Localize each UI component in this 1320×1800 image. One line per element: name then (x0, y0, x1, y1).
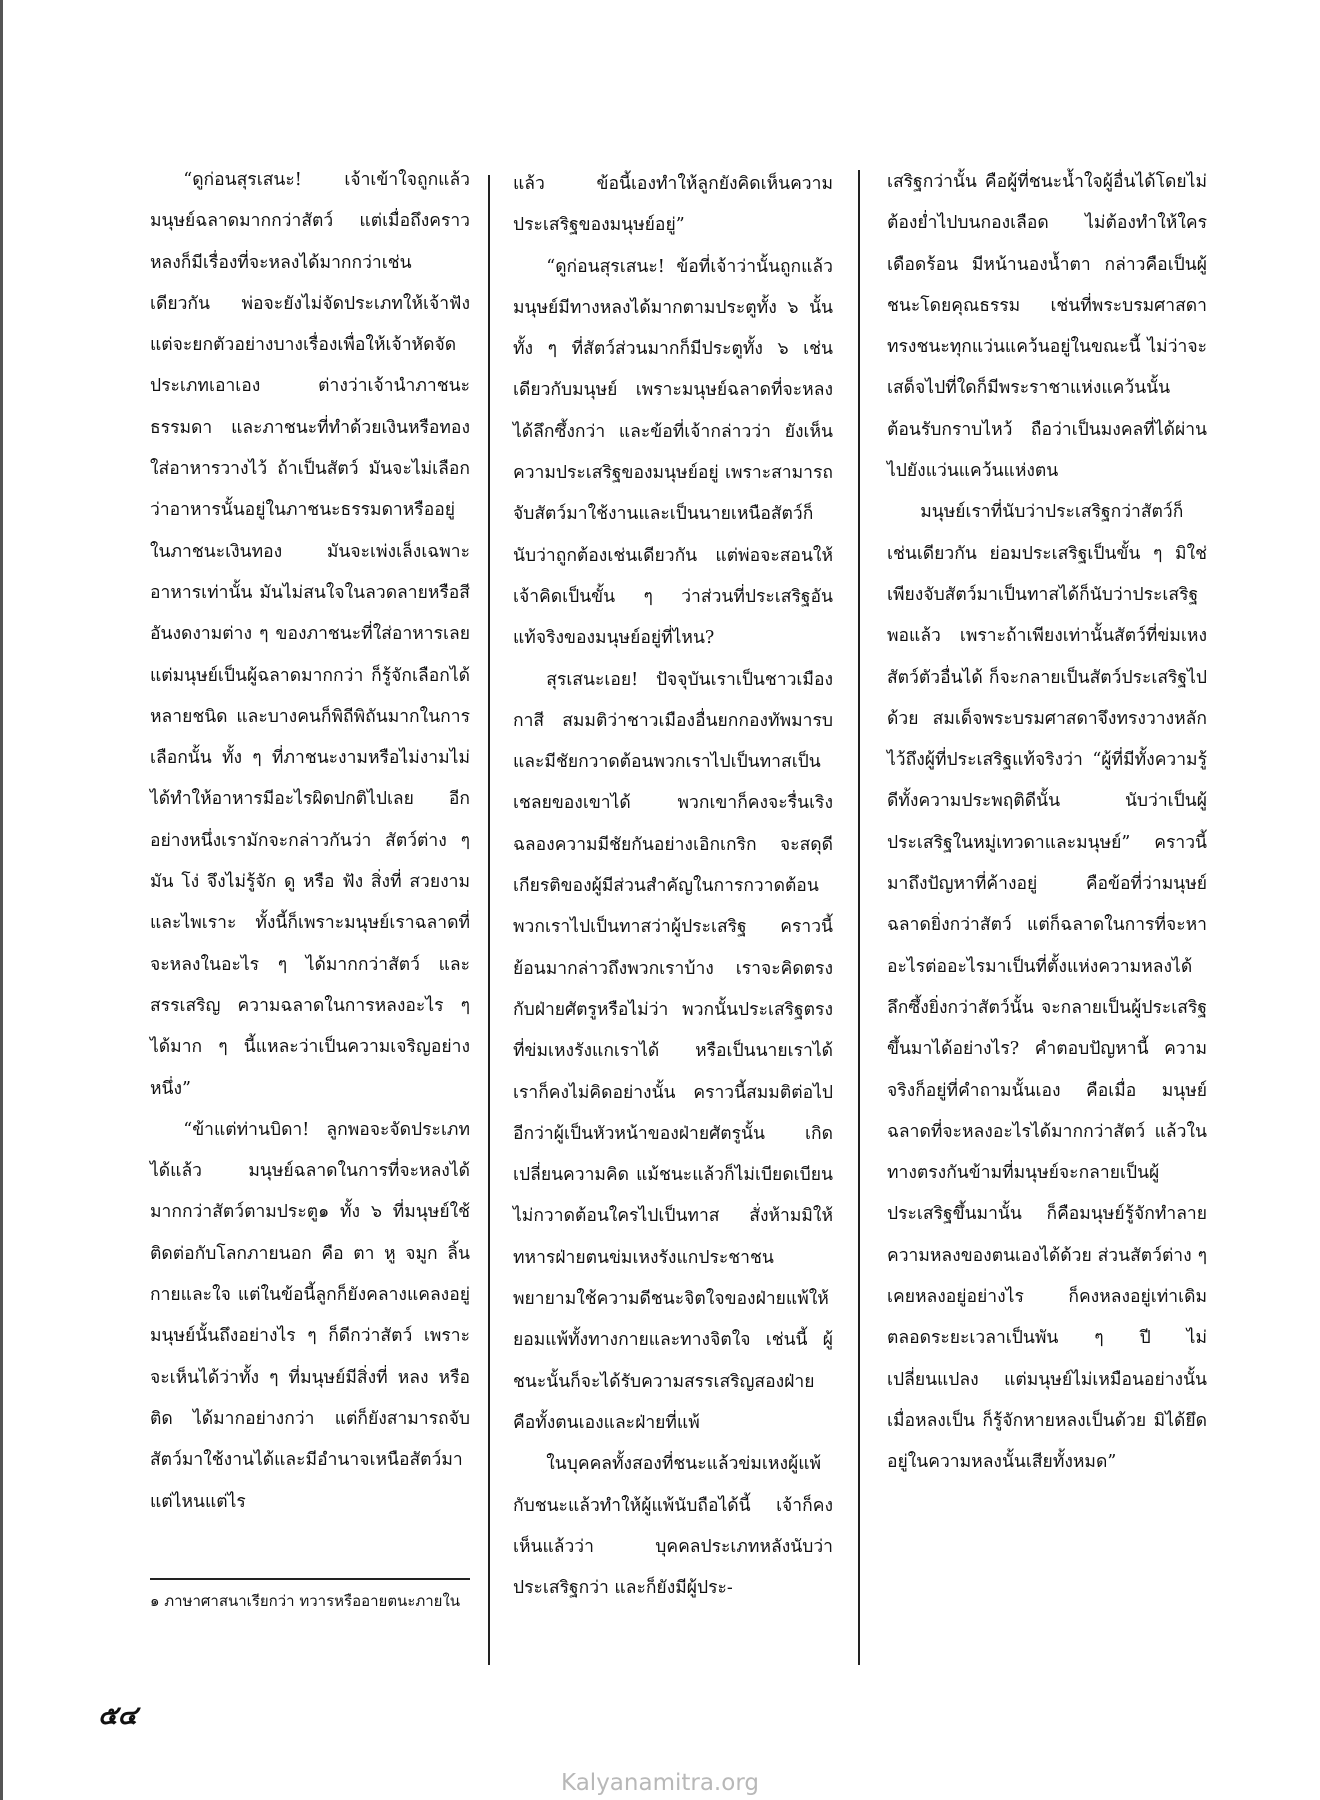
text-column-middle (513, 164, 833, 1609)
watermark: Kalyanamitra.org (561, 1770, 759, 1796)
footnote-rule (150, 1578, 470, 1580)
column-divider (488, 175, 490, 1665)
footnote: ๑ ภาษาศาสนาเรียกว่า ทวารหรืออายตนะภายใน (150, 1592, 461, 1610)
paragraph: “ดูก่อนสุรเสนะ! ข้อที่เจ้าว่านั้นถูกแล้ว มนุษย์มีทางหลงได้มากตามประตูทั้ง ๖ นั้น ทั้ง ๆ ที่สัตว์ส่วนมากก็มีประตูทั้ง ๖ เช่นเดียวกับมนุษย์ เพราะมนุษย์ฉลาดที่จะหลงได้ลึกซึ้งกว่า และข้อที่เจ้ากล่าวว่า ยังเห็นความประเสริฐของมนุษย์อยู่ เพราะสามารถจับสัตว์มาใช้งานและเป็นนายเหนือสัตว์ก็นับว่าถูกต้องเช่นเดียวกัน แต่พ่อจะสอนให้เจ้าคิดเป็นขั้น ๆ ว่าส่วนที่ประเสริฐอันแท้จริงของมนุษย์อยู่ที่ไหน? (513, 256, 833, 649)
paragraph: “ดูก่อนสุรเสนะ! เจ้าเข้าใจถูกแล้ว มนุษย์ฉลาดมากกว่าสัตว์ แต่เมื่อถึงคราวหลงก็มีเรื่องที่จะหลงได้มากกว่าเช่นเดียวกัน พ่อจะยังไม่จัดประเภทให้เจ้าฟัง แต่จะยกตัวอย่างบางเรื่องเพื่อให้เจ้าหัดจัดประเภทเอาเอง ต่างว่าเจ้านำภาชนะธรรมดา และภาชนะที่ทำด้วยเงินหรือทองใส่อาหารวางไว้ ถ้าเป็นสัตว์ มันจะไม่เลือกว่าอาหารนั้นอยู่ในภาชนะธรรมดาหรืออยู่ในภาชนะเงินทอง มันจะเพ่งเล็งเฉพาะอาหารเท่านั้น มันไม่สนใจในลวดลายหรือสีอันงดงามต่าง ๆ ของภาชนะที่ใส่อาหารเลย แต่มนุษย์เป็นผู้ฉลาดมากกว่า ก็รู้จักเลือกได้หลายชนิด และบางคนก็พิถีพิถันมากในการเลือกนั้น ทั้ง ๆ ที่ภาชนะงามหรือไม่งามไม่ได้ทำให้อาหารมีอะไรผิดปกติไปเลย อีกอย่างหนึ่งเรามักจะกล่าวกันว่า สัตว์ต่าง ๆ มัน โง่ จึงไม่รู้จัก ดู หรือ ฟัง สิ่งที่ สวยงาม และไพเราะ ทั้งนี้ก็เพราะมนุษย์เราฉลาดที่จะหลงในอะไร ๆ ได้มากกว่าสัตว์ และสรรเสริญ ความฉลาดในการหลงอะไร ๆ ได้มาก ๆ นี้แหละว่าเป็นความเจริญอย่างหนึ่ง” (150, 170, 470, 1099)
column-divider (858, 170, 860, 1665)
paragraph: สุรเสนะเอย! ปัจจุบันเราเป็นชาวเมืองกาสี สมมติว่าชาวเมืองอื่นยกกองทัพมารบ และมีชัยกวาดต้อนพวกเราไปเป็นทาสเป็นเชลยของเขาได้ พวกเขาก็คงจะรื่นเริงฉลองความมีชัยกันอย่างเอิกเกริก จะสดุดีเกียรติของผู้มีส่วนสำคัญในการกวาดต้อนพวกเราไปเป็นทาสว่าผู้ประเสริฐ คราวนี้ย้อนมากล่าวถึงพวกเราบ้าง เราจะคิดตรงกับฝ่ายศัตรูหรือไม่ว่า พวกนั้นประเสริฐตรงที่ข่มเหงรังแกเราได้ หรือเป็นนายเราได้ เราก็คงไม่คิดอย่างนั้น คราวนี้สมมติต่อไปอีกว่าผู้เป็นหัวหน้าของฝ่ายศัตรูนั้น เกิดเปลี่ยนความคิด แม้ชนะแล้วก็ไม่เบียดเบียนไม่กวาดต้อนใครไปเป็นทาส สั่งห้ามมิให้ทหารฝ่ายตนข่มเหงรังแกประชาชน พยายามใช้ความดีชนะจิตใจของฝ่ายแพ้ให้ยอมแพ้ทั้งทางกายและทางจิตใจ เช่นนี้ ผู้ชนะนั้นก็จะได้รับความสรรเสริญสองฝ่าย คือทั้งตนเองและฝ่ายที่แพ้ (513, 669, 833, 1433)
paragraph: เสริฐกว่านั้น คือผู้ที่ชนะน้ำใจผู้อื่นได้โดยไม่ต้องย่ำไปบนกองเลือด ไม่ต้องทำให้ใครเดือดร้อน มีหน้านองน้ำตา กล่าวคือเป็นผู้ชนะโดยคุณธรรม เช่นที่พระบรมศาสดาทรงชนะทุกแว่นแคว้นอยู่ในขณะนี้ ไม่ว่าจะเสด็จไปที่ใดก็มีพระราชาแห่งแคว้นนั้นต้อนรับกราบไหว้ ถือว่าเป็นมงคลที่ได้ผ่านไปยังแว่นแคว้นแห่งตน (887, 172, 1207, 482)
paragraph: ในบุคคลทั้งสองที่ชนะแล้วข่มเหงผู้แพ้ กับชนะแล้วทำให้ผู้แพ้นับถือได้นี้ เจ้าก็คงเห็นแล้วว่า บุคคลประเภทหลังนับว่าประเสริฐกว่า และก็ยังมีผู้ประ- (513, 1454, 833, 1599)
paragraph: มนุษย์เราที่นับว่าประเสริฐกว่าสัตว์ก็เช่นเดียวกัน ย่อมประเสริฐเป็นขั้น ๆ มิใช่เพียงจับสัตว์มาเป็นทาสได้ก็นับว่าประเสริฐพอแล้ว เพราะถ้าเพียงเท่านั้นสัตว์ที่ข่มเหงสัตว์ตัวอื่นได้ ก็จะกลายเป็นสัตว์ประเสริฐไปด้วย สมเด็จพระบรมศาสดาจึงทรงวางหลักไว้ถึงผู้ที่ประเสริฐแท้จริงว่า “ผู้ที่มีทั้งความรู้ดีทั้งความประพฤติดีนั้น นับว่าเป็นผู้ประเสริฐในหมู่เทวดาและมนุษย์” คราวนี้มาถึงปัญหาที่ค้างอยู่ คือข้อที่ว่ามนุษย์ฉลาดยิ่งกว่าสัตว์ แต่ก็ฉลาดในการที่จะหาอะไรต่ออะไรมาเป็นที่ตั้งแห่งความหลงได้ลึกซึ้งยิ่งกว่าสัตว์นั้น จะกลายเป็นผู้ประเสริฐขึ้นมาได้อย่างไร? คำตอบปัญหานี้ ความจริงก็อยู่ที่คำถามนั้นเอง คือเมื่อ มนุษย์ฉลาดที่จะหลงอะไรได้มากกว่าสัตว์ แล้วในทางตรงกันข้ามที่มนุษย์จะกลายเป็นผู้ประเสริฐขึ้นมานั้น ก็คือมนุษย์รู้จักทำลายความหลงของตนเองได้ด้วย ส่วนสัตว์ต่าง ๆ เคยหลงอยู่อย่างไร ก็คงหลงอยู่เท่าเดิมตลอดระยะเวลาเป็นพัน ๆ ปี ไม่เปลี่ยนแปลง แต่มนุษย์ไม่เหมือนอย่างนั้น เมื่อหลงเป็น ก็รู้จักหายหลงเป็นด้วย มิได้ยึดอยู่ในความหลงนั้นเสียทั้งหมด” (887, 502, 1207, 1473)
text-column-left (150, 160, 470, 1523)
scan-edge-line (0, 0, 3, 1800)
page-number: ๕๔ (98, 1701, 138, 1731)
text-column-right (887, 162, 1207, 1484)
paragraph: แล้ว ข้อนี้เองทำให้ลูกยังคิดเห็นความประเสริฐของมนุษย์อยู่” (513, 174, 833, 236)
paragraph: “ข้าแต่ท่านบิดา! ลูกพอจะจัดประเภทได้แล้ว มนุษย์ฉลาดในการที่จะหลงได้มากกว่าสัตว์ตามประตู๑ ทั้ง ๖ ที่มนุษย์ใช้ติดต่อกับโลกภายนอก คือ ตา หู จมูก ลิ้น กายและใจ แต่ในข้อนี้ลูกก็ยังคลางแคลงอยู่ มนุษย์นั้นถึงอย่างไร ๆ ก็ดีกว่าสัตว์ เพราะจะเห็นได้ว่าทั้ง ๆ ที่มนุษย์มีสิ่งที่ หลง หรือ ติด ได้มากอย่างกว่า แต่ก็ยังสามารถจับสัตว์มาใช้งานได้และมีอำนาจเหนือสัตว์มาแต่ไหนแต่ไร (150, 1119, 470, 1512)
